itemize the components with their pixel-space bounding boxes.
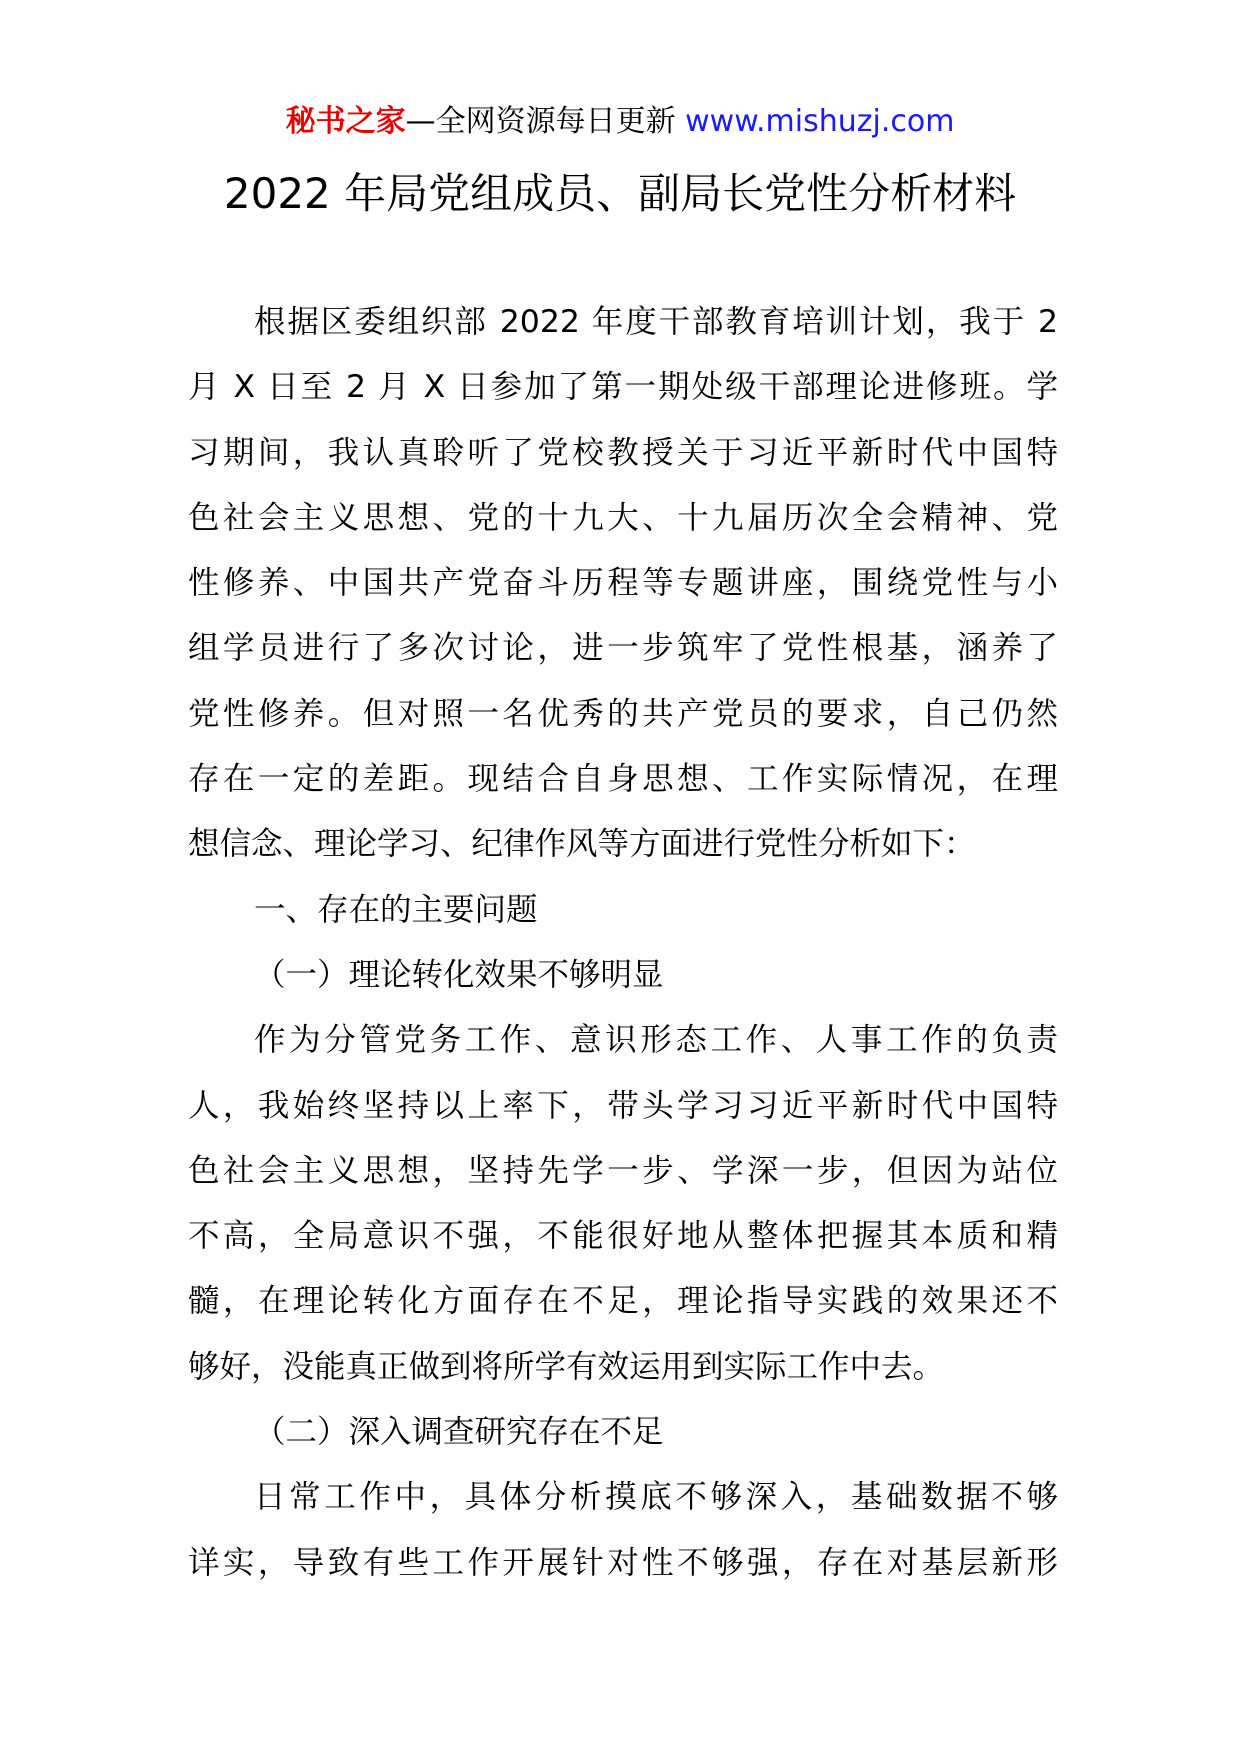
paragraph-line: 不高，全局意识不强，不能很好地从整体把握其本质和精 bbox=[188, 1218, 1058, 1255]
site-tagline: —全网资源每日更新 bbox=[405, 104, 686, 139]
site-url-link[interactable]: www.mishuzj.com bbox=[685, 104, 955, 139]
paragraph-line: 月 X 日至 2 月 X 日参加了第一期处级干部理论进修班。学 bbox=[188, 369, 1058, 406]
paragraph-line: 组学员进行了多次讨论，进一步筑牢了党性根基，涵养了 bbox=[188, 630, 1058, 667]
paragraph-line: 存在一定的差距。现结合自身思想、工作实际情况，在理 bbox=[188, 761, 1058, 798]
paragraph-line: 详实，导致有些工作开展针对性不够强，存在对基层新形 bbox=[188, 1544, 1058, 1581]
paragraph-line: 习期间，我认真聆听了党校教授关于习近平新时代中国特 bbox=[188, 434, 1058, 471]
paragraph-line: 人，我始终坚持以上率下，带头学习习近平新时代中国特 bbox=[188, 1087, 1058, 1124]
paragraph-line: 日常工作中，具体分析摸底不够深入，基础数据不够 bbox=[254, 1479, 1058, 1516]
paragraph-line: 色社会主义思想，坚持先学一步、学深一步，但因为站位 bbox=[188, 1152, 1058, 1189]
site-name: 秘书之家 bbox=[285, 104, 406, 139]
paragraph-line: 髓，在理论转化方面存在不足，理论指导实践的效果还不 bbox=[188, 1283, 1058, 1320]
paragraph-line: 作为分管党务工作、意识形态工作、人事工作的负责 bbox=[254, 1022, 1058, 1059]
paragraph-line: 党性修养。但对照一名优秀的共产党员的要求，自己仍然 bbox=[188, 695, 1058, 732]
paragraph-line: 根据区委组织部 2022 年度干部教育培训计划，我于 2 bbox=[254, 304, 1058, 340]
paragraph-line: 想信念、理论学习、纪律作风等方面进行党性分析如下： bbox=[188, 826, 976, 863]
section-heading: 一、存在的主要问题 bbox=[254, 891, 538, 928]
site-header bbox=[0, 100, 1240, 144]
subsection-heading: （一）理论转化效果不够明显 bbox=[254, 956, 664, 993]
subsection-heading: （二）深入调查研究存在不足 bbox=[254, 1414, 664, 1451]
document-body bbox=[188, 290, 1058, 1596]
document-title: 2022 年局党组成员、副局长党性分析材料 bbox=[223, 169, 1017, 218]
paragraph-line: 色社会主义思想、党的十九大、十九届历次全会精神、党 bbox=[188, 499, 1058, 536]
paragraph-line: 够好，没能真正做到将所学有效运用到实际工作中去。 bbox=[188, 1348, 945, 1385]
paragraph-line: 性修养、中国共产党奋斗历程等专题讲座，围绕党性与小 bbox=[188, 565, 1058, 602]
